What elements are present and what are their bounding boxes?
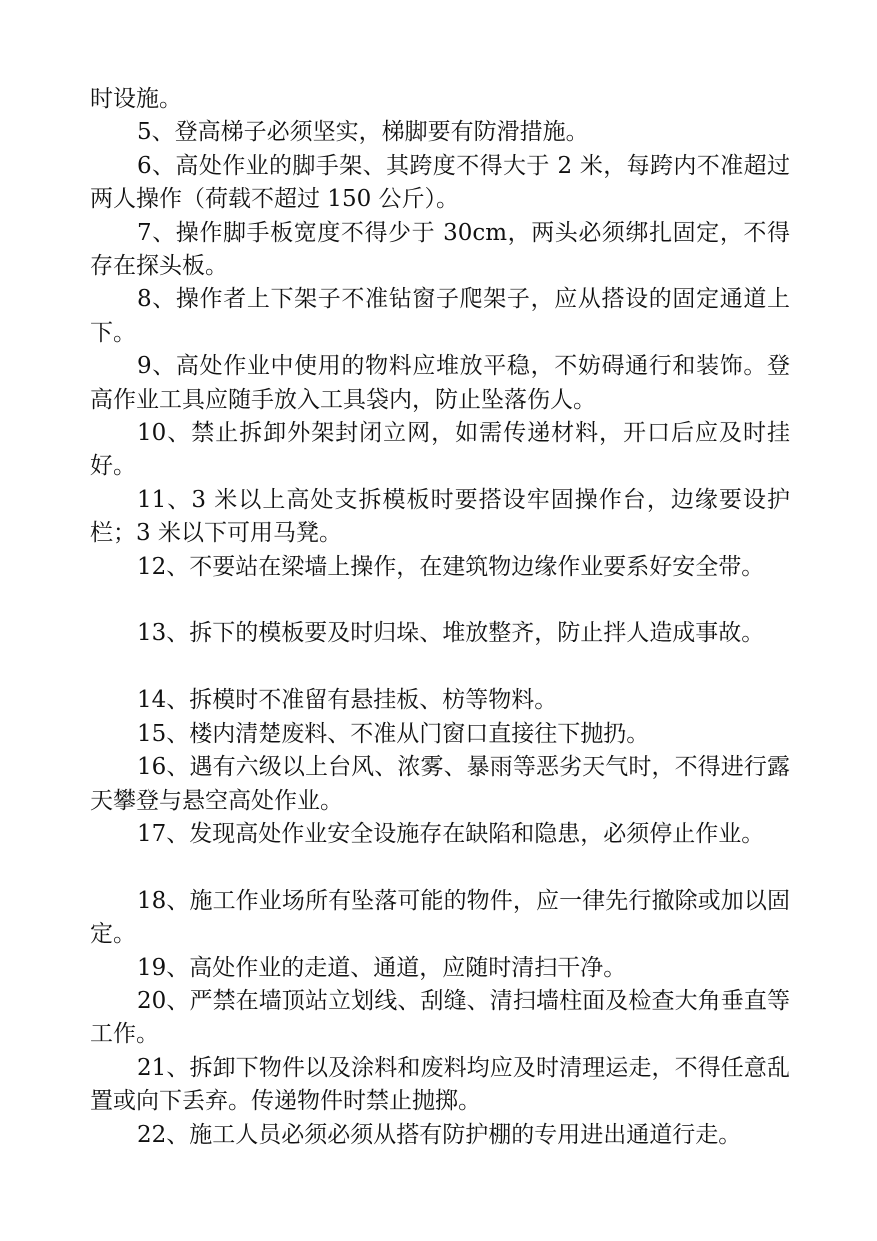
paragraph-item-15: 15、楼内清楚废料、不准从门窗口直接往下抛扔。 [137,720,650,747]
paragraph-item-16: 16、遇有六级以上台风、浓雾、暴雨等恶劣天气时，不得进行露天攀登与悬空高处作业。 [90,754,790,814]
paragraph-item-20: 20、严禁在墙顶站立划线、刮缝、清扫墙柱面及检查大角垂直等工作。 [90,987,790,1048]
paragraph-item-21: 21、拆卸下物件以及涂料和废料均应及时清理运走，不得任意乱置或向下丢弃。传递物件时禁止抛掷。 [90,1054,790,1115]
paragraph-continuation: 时设施。 [90,86,182,112]
document-body [90,83,790,1152]
paragraph-item-11: 11、3 米以上高处支拆模板时要搭设牢固操作台，边缘要设护栏；3 米以下可用马凳。 [90,486,790,547]
paragraph-item-10: 10、禁止拆卸外架封闭立网，如需传递材料，开口后应及时挂好。 [90,420,790,480]
paragraph-item-8: 8、操作者上下架子不准钻窗子爬架子，应从搭设的固定通道上下。 [90,286,790,346]
paragraph-item-5: 5、登高梯子必须坚实，梯脚要有防滑措施。 [137,119,589,146]
paragraph-item-22: 22、施工人员必须必须从搭有防护棚的专用进出通道行走。 [137,1121,742,1148]
paragraph-item-17: 17、发现高处作业安全设施存在缺陷和隐患，必须停止作业。 [137,820,765,847]
paragraph-item-18: 18、施工作业场所有坠落可能的物件，应一律先行撤除或加以固定。 [90,887,790,948]
paragraph-item-14: 14、拆模时不准留有悬挂板、枋等物料。 [137,687,558,714]
paragraph-item-9: 9、高处作业中使用的物料应堆放平稳，不妨碍通行和装饰。登高作业工具应随手放入工具袋内，防止坠落伤人。 [90,353,790,413]
paragraph-item-12: 12、不要站在梁墙上操作，在建筑物边缘作业要系好安全带。 [137,553,765,580]
paragraph-item-6: 6、高处作业的脚手架、其跨度不得大于 2 米，每跨内不准超过两人操作（荷载不超过 150 公斤）。 [90,152,790,213]
paragraph-item-19: 19、高处作业的走道、通道，应随时清扫干净。 [137,954,627,981]
paragraph-item-7: 7、操作脚手板宽度不得少于 30cm，两头必须绑扎固定，不得存在探头板。 [90,219,790,280]
paragraph-item-13: 13、拆下的模板要及时归垛、堆放整齐，防止拌人造成事故。 [137,620,765,647]
